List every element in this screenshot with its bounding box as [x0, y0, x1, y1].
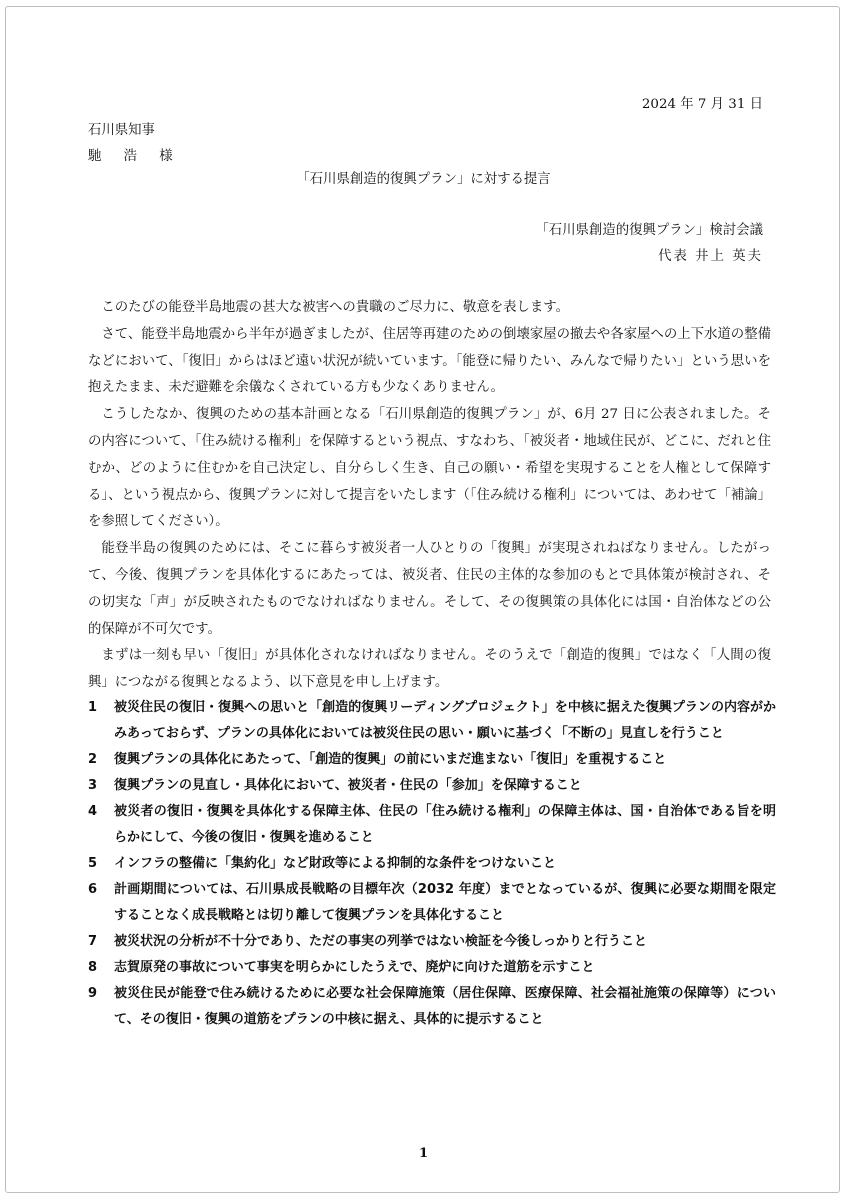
letter-body	[88, 295, 771, 697]
proposal-item	[88, 955, 776, 981]
proposal-list	[88, 695, 776, 1033]
proposal-item	[88, 747, 776, 773]
addressee-name: 馳 浩 様	[88, 149, 182, 164]
proposal-text: 被災状況の分析が不十分であり、ただの事実の列挙ではない検証を今後しっかりと行うこと	[114, 934, 648, 949]
proposal-item	[88, 773, 776, 799]
proposal-text: 被災者の復旧・復興を具体化する保障主体、住民の「住み続ける権利」の保障主体は、国・自治体である旨を明らかにして、今後の復旧・復興を進めること	[114, 804, 776, 845]
document-date: 2024 年 7 月 31 日	[641, 97, 763, 112]
proposal-number: 2	[88, 752, 98, 767]
proposal-text: 志賀原発の事故について事実を明らかにしたうえで、廃炉に向けた道筋を示すこと	[114, 960, 595, 975]
proposal-number: 3	[88, 778, 98, 793]
addressee-title: 石川県知事	[88, 123, 155, 138]
proposal-text: インフラの整備に「集約化」など財政等による抑制的な条件をつけないこと	[114, 856, 557, 871]
proposal-number: 7	[88, 934, 98, 949]
proposal-item	[88, 799, 776, 851]
proposal-number: 4	[88, 804, 98, 819]
proposal-text: 被災住民が能登で住み続けるために必要な社会保障施策（居住保障、医療保障、社会福祉施策の保障等）について、その復旧・復興の道筋をプランの中核に据え、具体的に提示すること	[114, 986, 776, 1027]
proposal-text: 計画期間については、石川県成長戦略の目標年次（2032 年度）までとなっているが、復興に必要な期間を限定することなく成長戦略とは切り離して復興プランを具体化すること	[114, 882, 776, 923]
body-paragraph: さて、能登半島地震から半年が過ぎましたが、住居等再建のための倒壊家屋の撤去や各家屋への上下水道の整備などにおいて、「復旧」からはほど遠い状況が続いています。「能登に帰りたい、みんなで帰りたい」という思いを抱えたまま、未だ避難を余儀なくされている方も少なくありません。	[88, 326, 771, 396]
page-number: 1	[418, 1145, 429, 1161]
proposal-number: 6	[88, 882, 98, 897]
body-paragraph: まずは一刻も早い「復旧」が具体化されなければなりません。そのうえで「創造的復興」ではなく「人間の復興」につながる復興となるよう、以下意見を申し上げます。	[88, 648, 771, 691]
proposal-number: 9	[88, 986, 98, 1001]
proposal-number: 1	[88, 700, 98, 715]
proposal-item	[88, 695, 776, 747]
proposal-text: 復興プランの具体化にあたって、「創造的復興」の前にいまだ進まない「復旧」を重視すること	[114, 752, 667, 767]
proposal-text: 復興プランの見直し・具体化において、被災者・住民の「参加」を保障すること	[114, 778, 582, 793]
proposal-item	[88, 929, 776, 955]
body-paragraph: このたびの能登半島地震の甚大な被害への貴職のご尽力に、敬意を表します。	[101, 300, 569, 315]
proposal-number: 8	[88, 960, 98, 975]
proposal-item	[88, 877, 776, 929]
proposal-number: 5	[88, 856, 98, 871]
document-page	[5, 6, 840, 1193]
body-paragraph: こうしたなか、復興のための基本計画となる「石川県創造的復興プラン」が、6月 27 日に公表されました。その内容について、「住み続ける権利」を保障するという視点、すなわち、「被災者・地域住民が、どこに、だれと住むか、どのように住むかを自己決定し、自分らしく生き、自己の願い・希望を実現することを人権として保障する」、という視点から、復興プランに対して提言をいたします（「住み続ける権利」については、あわせて「補論」を参照してください）。	[88, 407, 771, 530]
document-title: 「石川県創造的復興プラン」に対する提言	[296, 172, 551, 187]
sender-organization: 「石川県創造的復興プラン」検討会議	[535, 223, 763, 238]
body-paragraph: 能登半島の復興のためには、そこに暮らす被災者一人ひとりの「復興」が実現されねばなりません。したがって、今後、復興プランを具体化するにあたっては、被災者、住民の主体的な参加のもとで具体策が検討され、その切実な「声」が反映されたものでなければなりません。そして、その復興策の具体化には国・自治体などの公的保障が不可欠です。	[88, 541, 771, 637]
proposal-item	[88, 981, 776, 1033]
sender-representative: 代表 井上 英夫	[658, 249, 763, 264]
proposal-item	[88, 851, 776, 877]
proposal-text: 被災住民の復旧・復興への思いと「創造的復興リーディングプロジェクト」を中核に据えた復興プランの内容がかみあっておらず、プランの具体化においては被災住民の思い・願いに基づく「不断の」見直しを行うこと	[114, 700, 776, 741]
